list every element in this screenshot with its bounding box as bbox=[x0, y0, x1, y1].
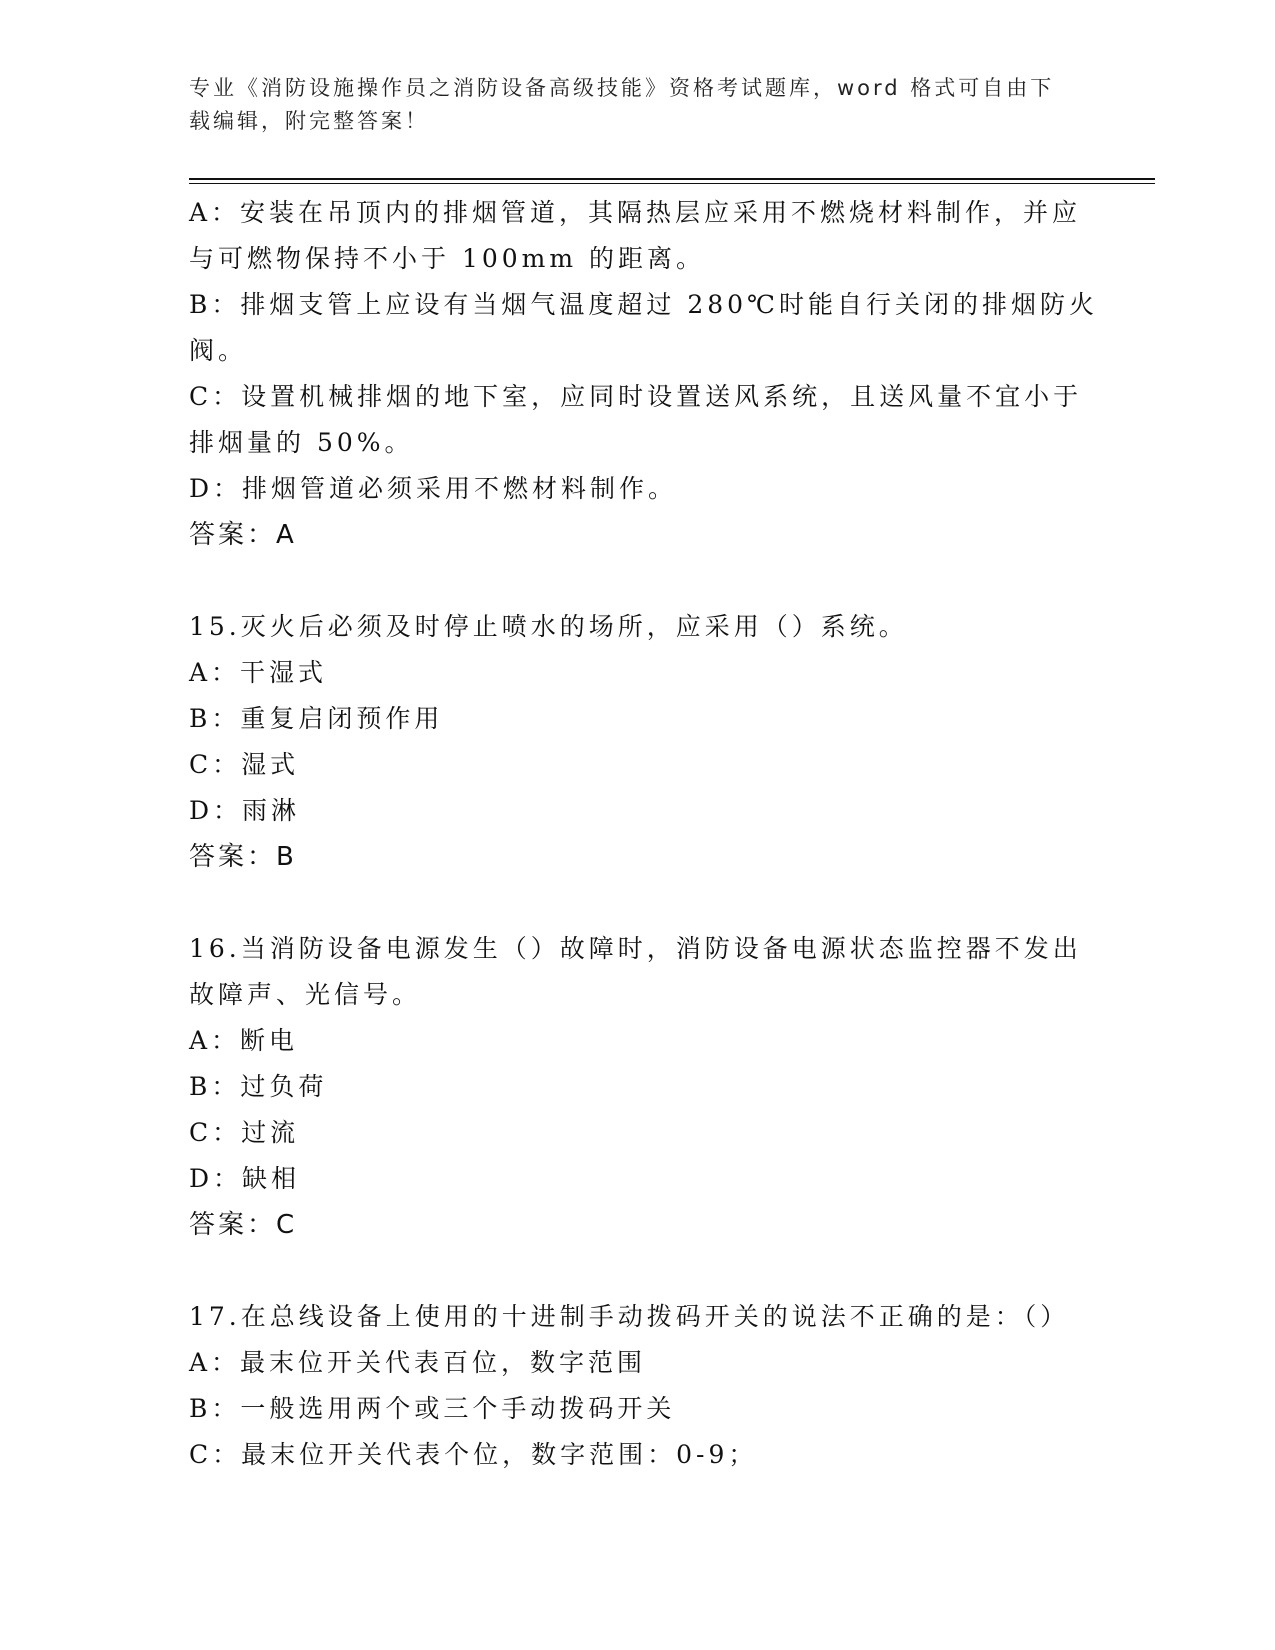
document-header bbox=[189, 72, 1069, 138]
q16-question-line-1: 16.当消防设备电源发生（）故障时，消防设备电源状态监控器不发出 bbox=[189, 934, 1082, 963]
header-line-2: 载编辑，附完整答案！ bbox=[189, 109, 429, 133]
q17-question: 17.在总线设备上使用的十进制手动拨码开关的说法不正确的是：（） bbox=[189, 1302, 1070, 1331]
question-15 bbox=[189, 604, 1089, 880]
q14-option-d: D：排烟管道必须采用不燃材料制作。 bbox=[189, 474, 678, 503]
q15-answer: 答案：B bbox=[189, 842, 297, 872]
spacer bbox=[189, 1248, 1089, 1294]
q15-question: 15.灭火后必须及时停止喷水的场所，应采用（）系统。 bbox=[189, 612, 908, 641]
q16-option-b: B：过负荷 bbox=[189, 1072, 328, 1101]
q16-option-c: C：过流 bbox=[189, 1118, 300, 1147]
header-line-1: 专业《消防设施操作员之消防设备高级技能》资格考试题库，word 格式可自由下 bbox=[189, 76, 1055, 100]
q17-option-c: C：最末位开关代表个位，数字范围：0-9； bbox=[189, 1440, 758, 1469]
q14-option-c-line-1: C：设置机械排烟的地下室，应同时设置送风系统，且送风量不宜小于 bbox=[189, 382, 1083, 411]
q17-option-a: A：最末位开关代表百位，数字范围 bbox=[189, 1348, 647, 1377]
header-divider-thin bbox=[189, 183, 1155, 184]
question-17 bbox=[189, 1294, 1089, 1478]
header-divider-thick bbox=[189, 178, 1155, 180]
q15-option-d: D：雨淋 bbox=[189, 796, 301, 825]
q16-option-a: A：断电 bbox=[189, 1026, 299, 1055]
q15-option-b: B：重复启闭预作用 bbox=[189, 704, 444, 733]
spacer bbox=[189, 558, 1089, 604]
q16-answer: 答案：C bbox=[189, 1210, 298, 1240]
spacer bbox=[189, 880, 1089, 926]
q14-option-a-line-2: 与可燃物保持不小于 100mm 的距离。 bbox=[189, 244, 706, 273]
q14-answer: 答案：A bbox=[189, 520, 297, 550]
q15-option-c: C：湿式 bbox=[189, 750, 300, 779]
q15-option-a: A：干湿式 bbox=[189, 658, 328, 687]
q14-option-b-line-2: 阀。 bbox=[189, 336, 248, 365]
q17-option-b: B：一般选用两个或三个手动拨码开关 bbox=[189, 1394, 676, 1423]
question-content bbox=[189, 190, 1099, 1478]
question-14-options bbox=[189, 190, 1099, 558]
q14-option-c-line-2: 排烟量的 50%。 bbox=[189, 428, 414, 457]
q16-question-line-2: 故障声、光信号。 bbox=[189, 980, 422, 1009]
question-16 bbox=[189, 926, 1089, 1248]
q14-option-b-line-1: B：排烟支管上应设有当烟气温度超过 280℃时能自行关闭的排烟防火 bbox=[189, 290, 1099, 319]
q14-option-a-line-1: A：安装在吊顶内的排烟管道，其隔热层应采用不燃烧材料制作，并应 bbox=[189, 198, 1082, 227]
q16-option-d: D：缺相 bbox=[189, 1164, 301, 1193]
